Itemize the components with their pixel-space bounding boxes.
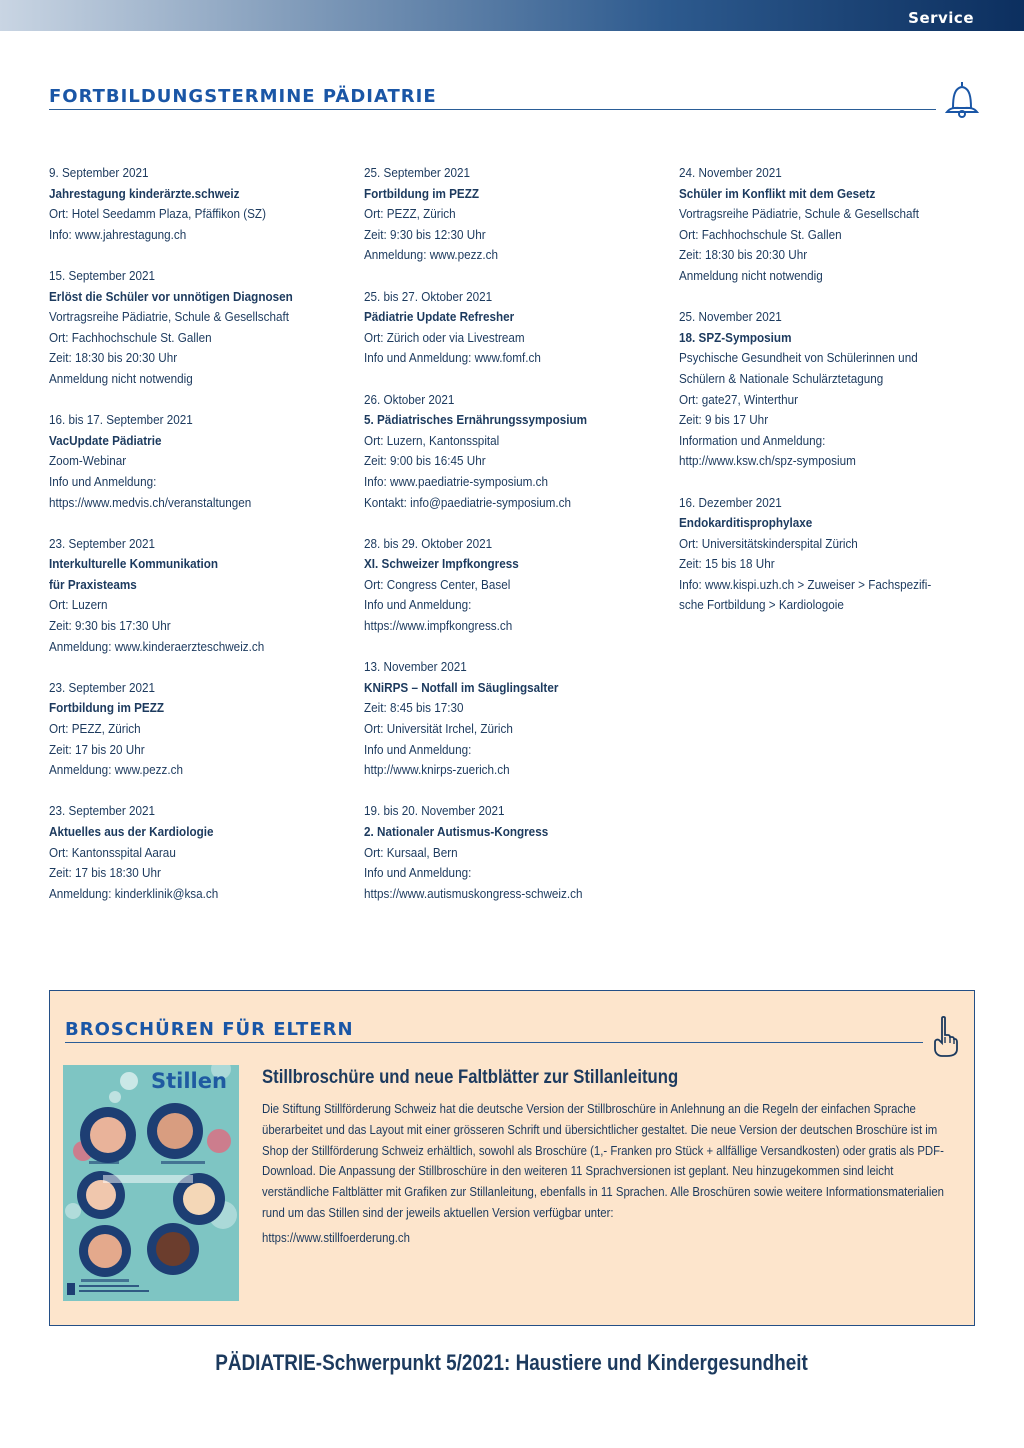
event-item xyxy=(49,801,319,904)
event-title: Pädiatrie Update Refresher xyxy=(364,309,515,325)
pointing-hand-icon xyxy=(930,1015,958,1057)
event-title: KNiRPS – Notfall im Säuglingsalter xyxy=(364,679,559,695)
event-detail: Zeit: 15 bis 18 Uhr xyxy=(679,556,775,572)
article-body: Die Stiftung Stillförderung Schweiz hat die deutsche Version der Stillbroschüre in Anlehnung an die Regeln der einfachen Sprache überarbeitet und das Layout mit einer grösseren Schrift und übersichtlicher gestaltet. Die neue Version der deutschen Broschüre ist im Shop der Stillförderung Schweiz erhältlich, sowohl als Broschüre (1,- Franken pro Stück + allfällige Versandkosten) oder gratis als PDF-Download. Die Anpassung der Stillbroschüre in den weiteren 11 Sprachversionen ist geplant. Neu hinzugekommen sind leicht verständliche Faltblätter mit Grafiken zur Stillanleitung, ebenfalls in 11 Sprachen. Alle Broschüren sowie weitere Informationsmaterialien rund um das Stillen sind der jeweils aktuellen Version verfügbar unter: xyxy=(262,1101,945,1220)
fortbildung-heading: FORTBILDUNGSTERMINE PÄDIATRIE xyxy=(49,86,437,107)
article-title: Stillbroschüre und neue Faltblätter zur Stillanleitung xyxy=(262,1067,679,1088)
event-detail: Anmeldung nicht notwendig xyxy=(679,267,823,283)
event-detail: Ort: Universitätskinderspital Zürich xyxy=(679,535,858,551)
event-detail: Ort: gate27, Winterthur xyxy=(679,391,799,407)
event-detail: Info: www.jahrestagung.ch xyxy=(49,226,187,242)
event-detail: Anmeldung: www.pezz.ch xyxy=(364,247,498,263)
event-detail: Anmeldung: kinderklinik@ksa.ch xyxy=(49,885,219,901)
event-date: 28. bis 29. Oktober 2021 xyxy=(364,535,493,551)
event-date: 25. bis 27. Oktober 2021 xyxy=(364,288,493,304)
event-title: Fortbildung im PEZZ xyxy=(364,185,480,201)
event-title: Interkulturelle Kommunikation für Praxisteams xyxy=(49,556,219,592)
cover-title: Stillen xyxy=(151,1069,227,1093)
event-date: 26. Oktober 2021 xyxy=(364,391,455,407)
event-detail: Info und Anmeldung: xyxy=(364,741,472,757)
brochure-box xyxy=(49,990,975,1326)
event-date: 15. September 2021 xyxy=(49,267,156,283)
section-label: Service xyxy=(908,9,974,27)
event-title: Schüler im Konflikt mit dem Gesetz xyxy=(679,185,876,201)
event-detail: https://www.autismuskongress-schweiz.ch xyxy=(364,885,583,901)
event-detail: Ort: Hotel Seedamm Plaza, Pfäffikon (SZ) xyxy=(49,206,266,222)
event-detail: Vortragsreihe Pädiatrie, Schule & Gesellschaft xyxy=(49,309,289,325)
event-date: 19. bis 20. November 2021 xyxy=(364,803,505,819)
event-detail: Info und Anmeldung: www.fomf.ch xyxy=(364,350,541,366)
event-date: 23. September 2021 xyxy=(49,679,156,695)
event-detail: Ort: Congress Center, Basel xyxy=(364,576,511,592)
event-title: Jahrestagung kinderärzte.schweiz xyxy=(49,185,240,201)
event-detail: Zeit: 9:30 bis 17:30 Uhr xyxy=(49,618,171,634)
events-column-2 xyxy=(364,163,634,925)
event-detail: Info: www.paediatrie-symposium.ch xyxy=(364,473,549,489)
event-detail: Zoom-Webinar xyxy=(49,453,127,469)
bell-icon xyxy=(941,78,983,120)
event-detail: Zeit: 18:30 bis 20:30 Uhr xyxy=(49,350,178,366)
event-title: Endokarditisprophylaxe xyxy=(679,515,813,531)
event-detail: Ort: PEZZ, Zürich xyxy=(364,206,456,222)
footer-title-text: PÄDIATRIE-Schwerpunkt 5/2021: Haustiere und Kindergesundheit xyxy=(215,1350,809,1375)
event-detail: Schülern & Nationale Schulärztetagung xyxy=(679,370,884,386)
event-detail: Ort: Kursaal, Bern xyxy=(364,844,458,860)
event-detail: Zeit: 17 bis 18:30 Uhr xyxy=(49,865,161,881)
event-date: 13. November 2021 xyxy=(364,659,467,675)
event-item xyxy=(49,410,319,513)
event-detail: Kontakt: info@paediatrie-symposium.ch xyxy=(364,494,571,510)
event-detail: Zeit: 18:30 bis 20:30 Uhr xyxy=(679,247,808,263)
event-date: 25. November 2021 xyxy=(679,309,782,325)
event-date: 23. September 2021 xyxy=(49,535,156,551)
brochure-cover-image xyxy=(63,1065,239,1301)
event-item xyxy=(364,657,634,781)
event-detail: Ort: Fachhochschule St. Gallen xyxy=(679,226,842,242)
event-detail: Anmeldung nicht notwendig xyxy=(49,370,193,386)
footer-title xyxy=(0,1350,1024,1376)
event-detail: sche Fortbildung > Kardiologoie xyxy=(679,597,844,613)
event-detail: http://www.knirps-zuerich.ch xyxy=(364,762,510,778)
event-detail: Psychische Gesundheit von Schülerinnen und xyxy=(679,350,918,366)
event-item xyxy=(364,287,634,369)
event-detail: https://www.impfkongress.ch xyxy=(364,618,513,634)
top-banner xyxy=(0,0,1024,31)
event-detail: Ort: Luzern xyxy=(49,597,108,613)
brochure-article xyxy=(262,1067,962,1249)
event-date: 9. September 2021 xyxy=(49,165,149,180)
event-detail: Zeit: 9 bis 17 Uhr xyxy=(679,412,769,428)
event-detail: Ort: PEZZ, Zürich xyxy=(49,721,141,737)
article-link[interactable]: https://www.stillfoerderung.ch xyxy=(262,1229,410,1245)
event-item xyxy=(49,163,319,245)
event-detail: Ort: Fachhochschule St. Gallen xyxy=(49,329,212,345)
event-item xyxy=(364,163,634,266)
event-detail: https://www.medvis.ch/veranstaltungen xyxy=(49,494,252,510)
event-title: 5. Pädiatrisches Ernährungssymposium xyxy=(364,412,588,428)
events-column-3 xyxy=(679,163,949,637)
cover-illustration xyxy=(63,1065,239,1301)
event-title: Fortbildung im PEZZ xyxy=(49,700,165,716)
event-detail: Information und Anmeldung: xyxy=(679,432,826,448)
event-date: 23. September 2021 xyxy=(49,803,156,819)
event-detail: Vortragsreihe Pädiatrie, Schule & Gesellschaft xyxy=(679,206,919,222)
event-detail: Info und Anmeldung: xyxy=(364,865,472,881)
event-detail: Info: www.kispi.uzh.ch > Zuweiser > Fachspezifi- xyxy=(679,576,932,592)
event-detail: Zeit: 8:45 bis 17:30 xyxy=(364,700,464,716)
event-detail: Anmeldung: www.pezz.ch xyxy=(49,762,183,778)
event-title: 18. SPZ-Symposium xyxy=(679,329,792,345)
event-item xyxy=(679,307,949,472)
event-item xyxy=(679,493,949,617)
events-column-1 xyxy=(49,163,319,925)
event-title: VacUpdate Pädiatrie xyxy=(49,432,162,448)
event-title: 2. Nationaler Autismus-Kongress xyxy=(364,824,549,839)
event-detail: Ort: Kantonsspital Aarau xyxy=(49,844,176,860)
event-title: Erlöst die Schüler vor unnötigen Diagnosen xyxy=(49,288,293,304)
event-detail: Info und Anmeldung: xyxy=(49,473,157,489)
event-item xyxy=(364,801,634,904)
event-detail: Ort: Universität Irchel, Zürich xyxy=(364,721,513,737)
brochure-heading-bar xyxy=(65,1019,923,1043)
event-title: Aktuelles aus der Kardiologie xyxy=(49,824,214,839)
event-detail: Ort: Zürich oder via Livestream xyxy=(364,329,525,345)
event-detail: Zeit: 9:00 bis 16:45 Uhr xyxy=(364,453,486,469)
fortbildung-heading-bar xyxy=(49,86,936,110)
event-detail: Ort: Luzern, Kantonsspital xyxy=(364,432,500,448)
event-detail: Zeit: 9:30 bis 12:30 Uhr xyxy=(364,226,486,242)
event-item xyxy=(679,163,949,287)
event-item xyxy=(49,678,319,781)
event-detail: Zeit: 17 bis 20 Uhr xyxy=(49,741,145,757)
event-title: XI. Schweizer Impfkongress xyxy=(364,556,519,572)
event-item xyxy=(364,390,634,514)
event-date: 24. November 2021 xyxy=(679,165,782,180)
event-date: 25. September 2021 xyxy=(364,165,471,180)
brochure-heading: BROSCHÜREN FÜR ELTERN xyxy=(65,1019,354,1040)
event-date: 16. Dezember 2021 xyxy=(679,494,782,510)
event-detail: Anmeldung: www.kinderaerzteschweiz.ch xyxy=(49,638,265,654)
event-date: 16. bis 17. September 2021 xyxy=(49,412,193,428)
event-detail: Info und Anmeldung: xyxy=(364,597,472,613)
event-detail: http://www.ksw.ch/spz-symposium xyxy=(679,453,856,469)
event-item xyxy=(364,534,634,637)
event-item xyxy=(49,534,319,658)
event-item xyxy=(49,266,319,390)
